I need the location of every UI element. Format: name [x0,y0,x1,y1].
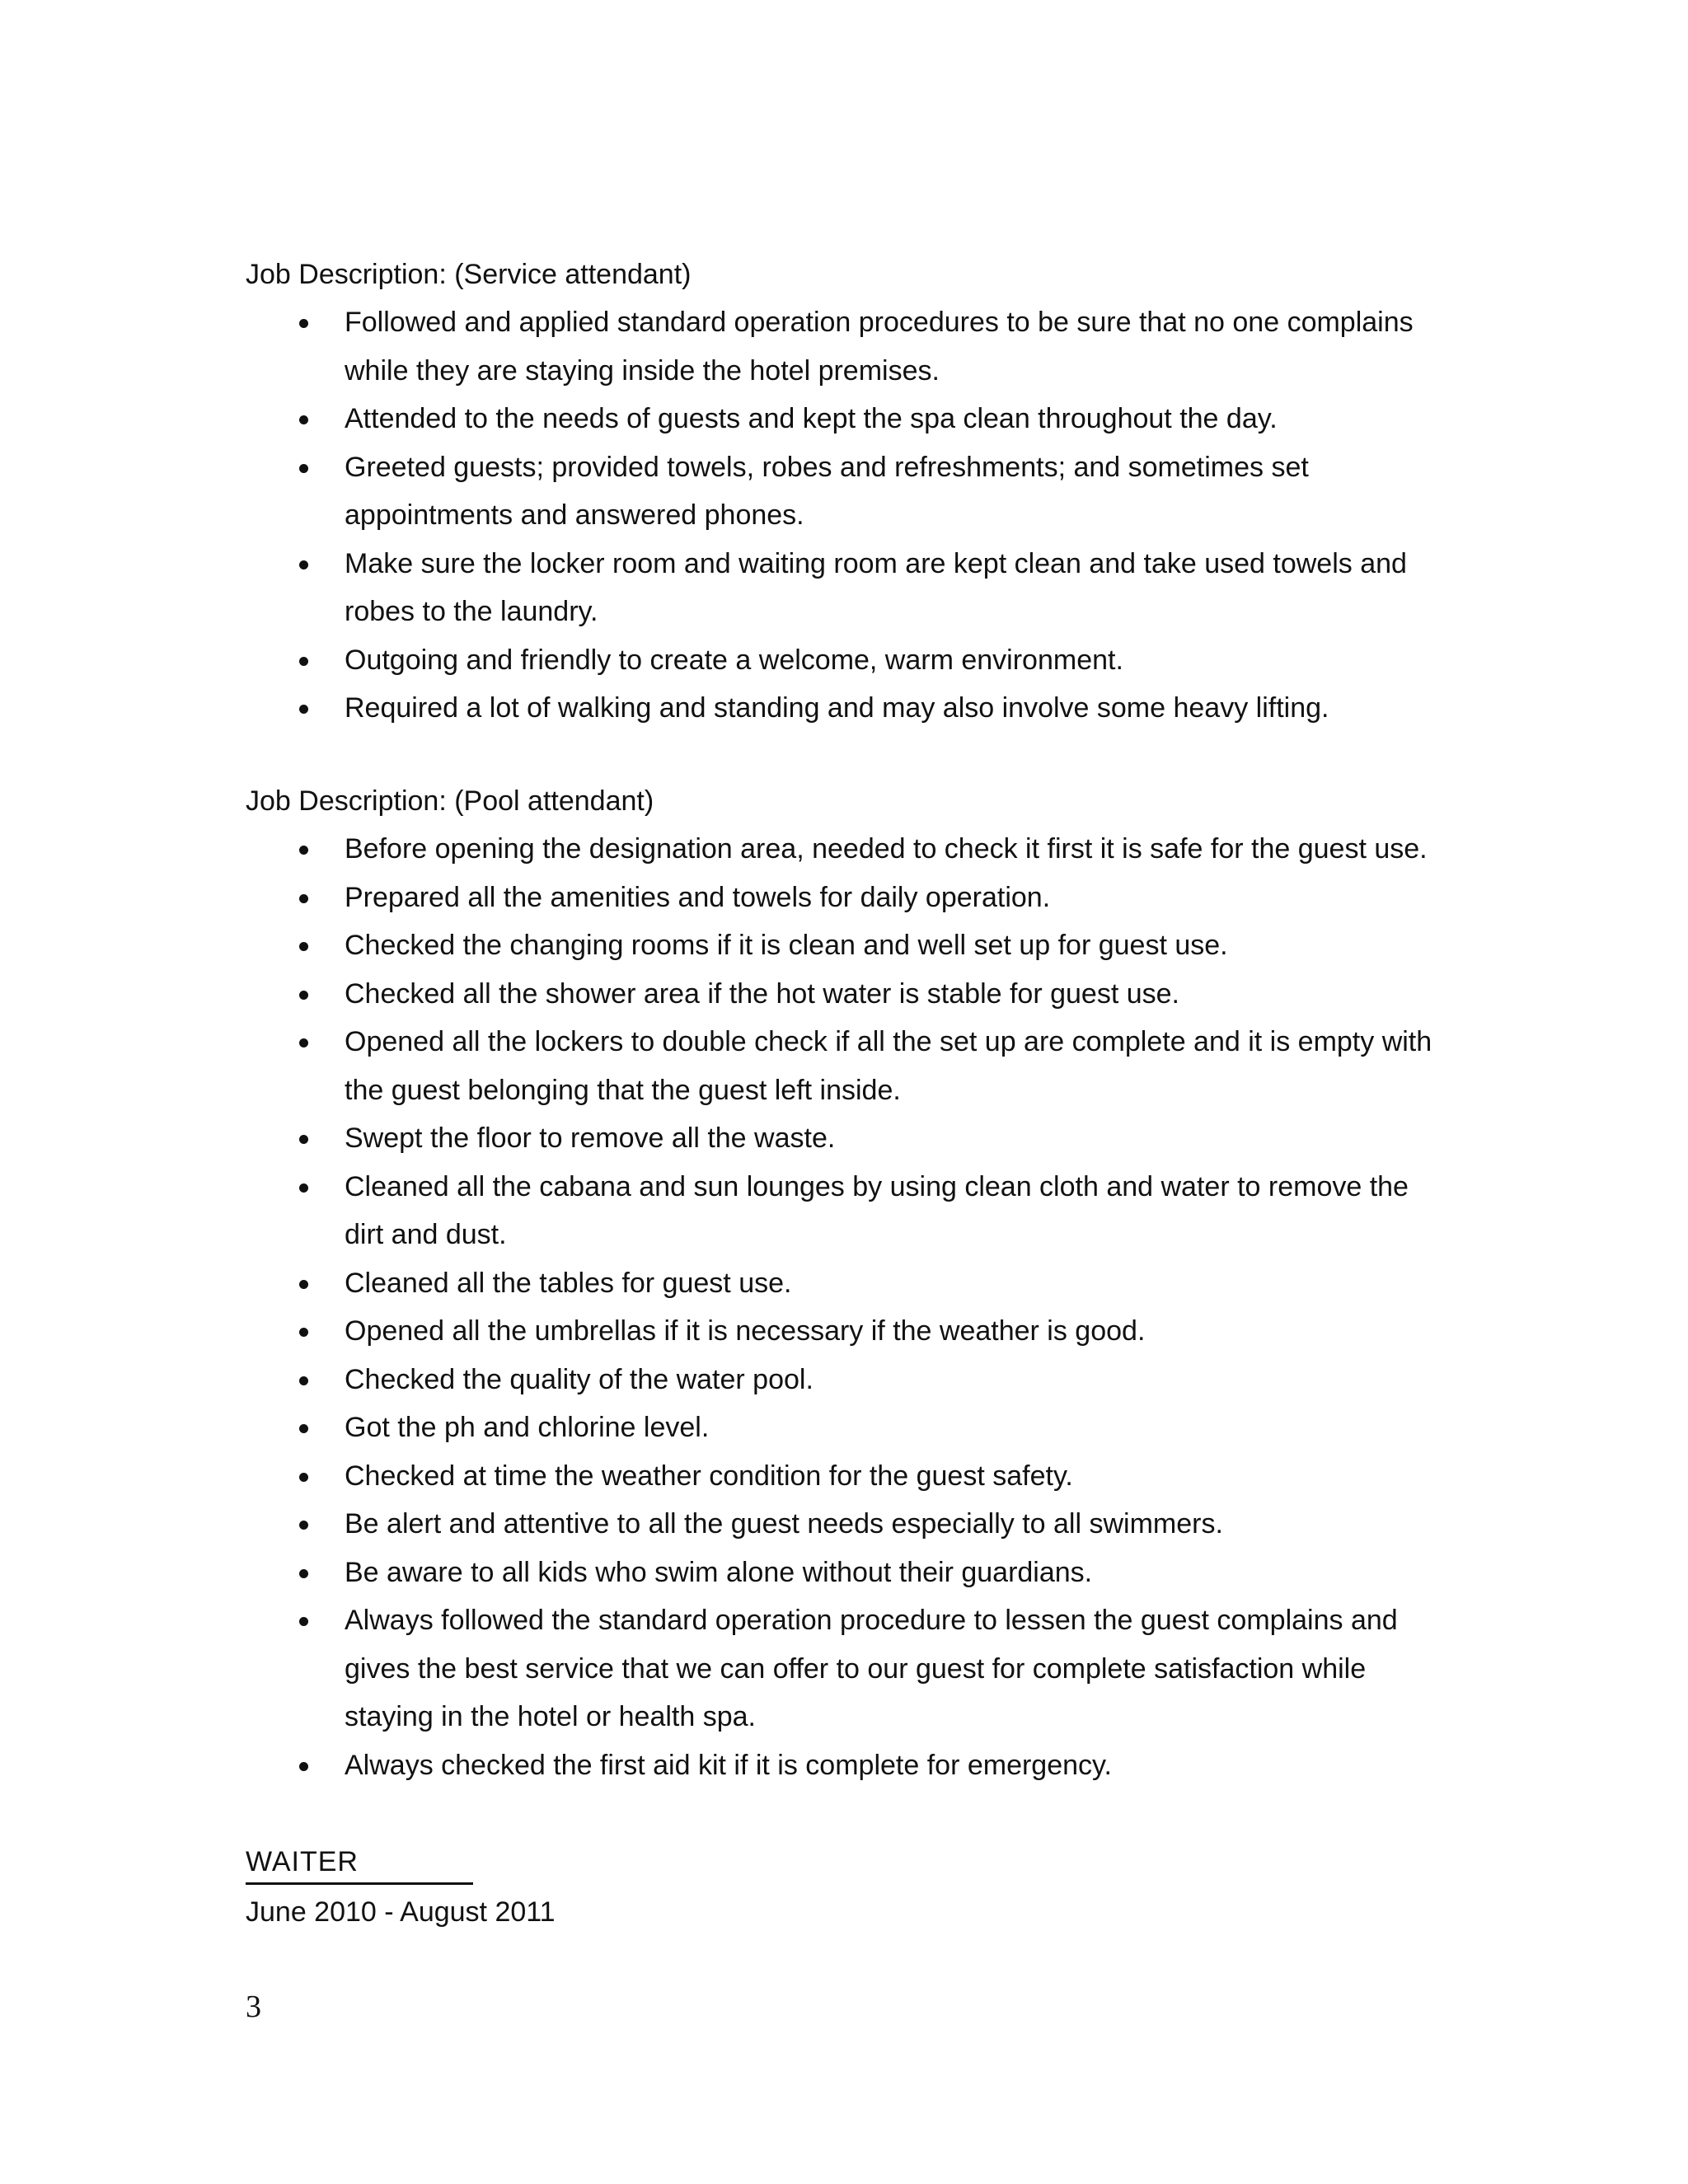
list-item [246,636,1449,685]
bullet-icon [299,1424,308,1433]
list-item-text: Cleaned all the cabana and sun lounges by using clean cloth and water to remove the dirt and dust. [345,1170,1409,1250]
list-item [246,395,1449,443]
list-item-text: Checked at time the weather condition for the guest safety. [345,1460,1073,1492]
bullet-icon [299,319,308,328]
list-item-text: Always checked the first aid kit if it is complete for emergency. [345,1749,1112,1781]
bullet-icon [299,1183,308,1193]
bullet-icon [299,1521,308,1530]
pool-attendant-heading: Job Description: (Pool attendant) [246,785,654,817]
bullet-icon [299,560,308,569]
pool-attendant-list [246,825,1449,1789]
list-item [246,1500,1449,1549]
bullet-icon [299,415,308,424]
list-item [246,298,1449,395]
list-item-text: Opened all the lockers to double check if all the set up are complete and it is empty with the guest belonging that the guest left inside. [345,1026,1432,1106]
list-item-text: Required a lot of walking and standing and may also involve some heavy lifting. [345,692,1329,724]
list-item-text: Opened all the umbrellas if it is necessary if the weather is good. [345,1315,1146,1347]
list-item-text: Prepared all the amenities and towels for daily operation. [345,881,1051,913]
list-item-text: Followed and applied standard operation procedures to be sure that no one complains while they are staying inside the hotel premises. [345,307,1414,387]
bullet-icon [299,1617,308,1626]
list-item [246,1114,1449,1163]
list-item [246,921,1449,970]
list-item-text: Got the ph and chlorine level. [345,1412,710,1443]
list-item-text: Outgoing and friendly to create a welcome, warm environment. [345,644,1123,676]
list-item [246,1259,1449,1308]
pool-attendant-section [246,777,1449,1789]
bullet-icon [299,1328,308,1337]
bullet-icon [299,991,308,1000]
waiter-title: WAITER [246,1841,473,1885]
list-item-text: Cleaned all the tables for guest use. [345,1267,792,1299]
list-item-text: Attended to the needs of guests and kept the spa clean throughout the day. [345,403,1278,434]
waiter-dates: June 2010 - August 2011 [246,1896,556,1928]
list-item-text: Checked the changing rooms if it is clean and well set up for guest use. [345,930,1228,961]
bullet-icon [299,464,308,473]
list-item [246,540,1449,636]
bullet-icon [299,894,308,903]
bullet-icon [299,1762,308,1771]
list-item [246,1356,1449,1404]
service-attendant-list [246,298,1449,733]
page-number: 3 [246,1990,261,2024]
list-item-text: Checked the quality of the water pool. [345,1363,814,1395]
list-item [246,1307,1449,1356]
list-item-text: Before opening the designation area, needed to check it first it is safe for the guest use. [345,833,1428,865]
list-item-text: Greeted guests; provided towels, robes and refreshments; and sometimes set appointments and answered phones. [345,451,1309,531]
bullet-icon [299,1376,308,1385]
list-item [246,1163,1449,1259]
list-item [246,1452,1449,1501]
list-item-text: Always followed the standard operation procedure to lessen the guest complains and gives the best service that we can offer to our guest for complete satisfaction while staying in the hotel or health spa. [345,1605,1398,1732]
list-item [246,874,1449,922]
list-item-text: Be alert and attentive to all the guest needs especially to all swimmers. [345,1508,1223,1540]
list-item-text: Checked all the shower area if the hot water is stable for guest use. [345,977,1179,1010]
bullet-icon [299,1038,308,1047]
list-item-text: Be aware to all kids who swim alone without their guardians. [345,1556,1093,1588]
list-item [246,443,1449,540]
list-item [246,1549,1449,1597]
bullet-icon [299,1135,308,1144]
bullet-icon [299,657,308,666]
list-item [246,1018,1449,1114]
list-item [246,825,1449,874]
bullet-icon [299,705,308,714]
bullet-icon [299,1280,308,1289]
service-attendant-heading: Job Description: (Service attendant) [246,259,692,290]
bullet-icon [299,1569,308,1578]
bullet-icon [299,942,308,951]
list-item [246,1404,1449,1452]
list-item-text: Make sure the locker room and waiting room are kept clean and take used towels and robes to the laundry. [345,547,1407,627]
list-item [246,684,1449,733]
bullet-icon [299,846,308,855]
list-item [246,1741,1449,1790]
waiter-section [246,1838,1449,1936]
list-item [246,1596,1449,1741]
service-attendant-section [246,251,1449,733]
bullet-icon [299,1473,308,1482]
list-item-text: Swept the floor to remove all the waste. [345,1122,836,1154]
list-item [246,970,1449,1019]
